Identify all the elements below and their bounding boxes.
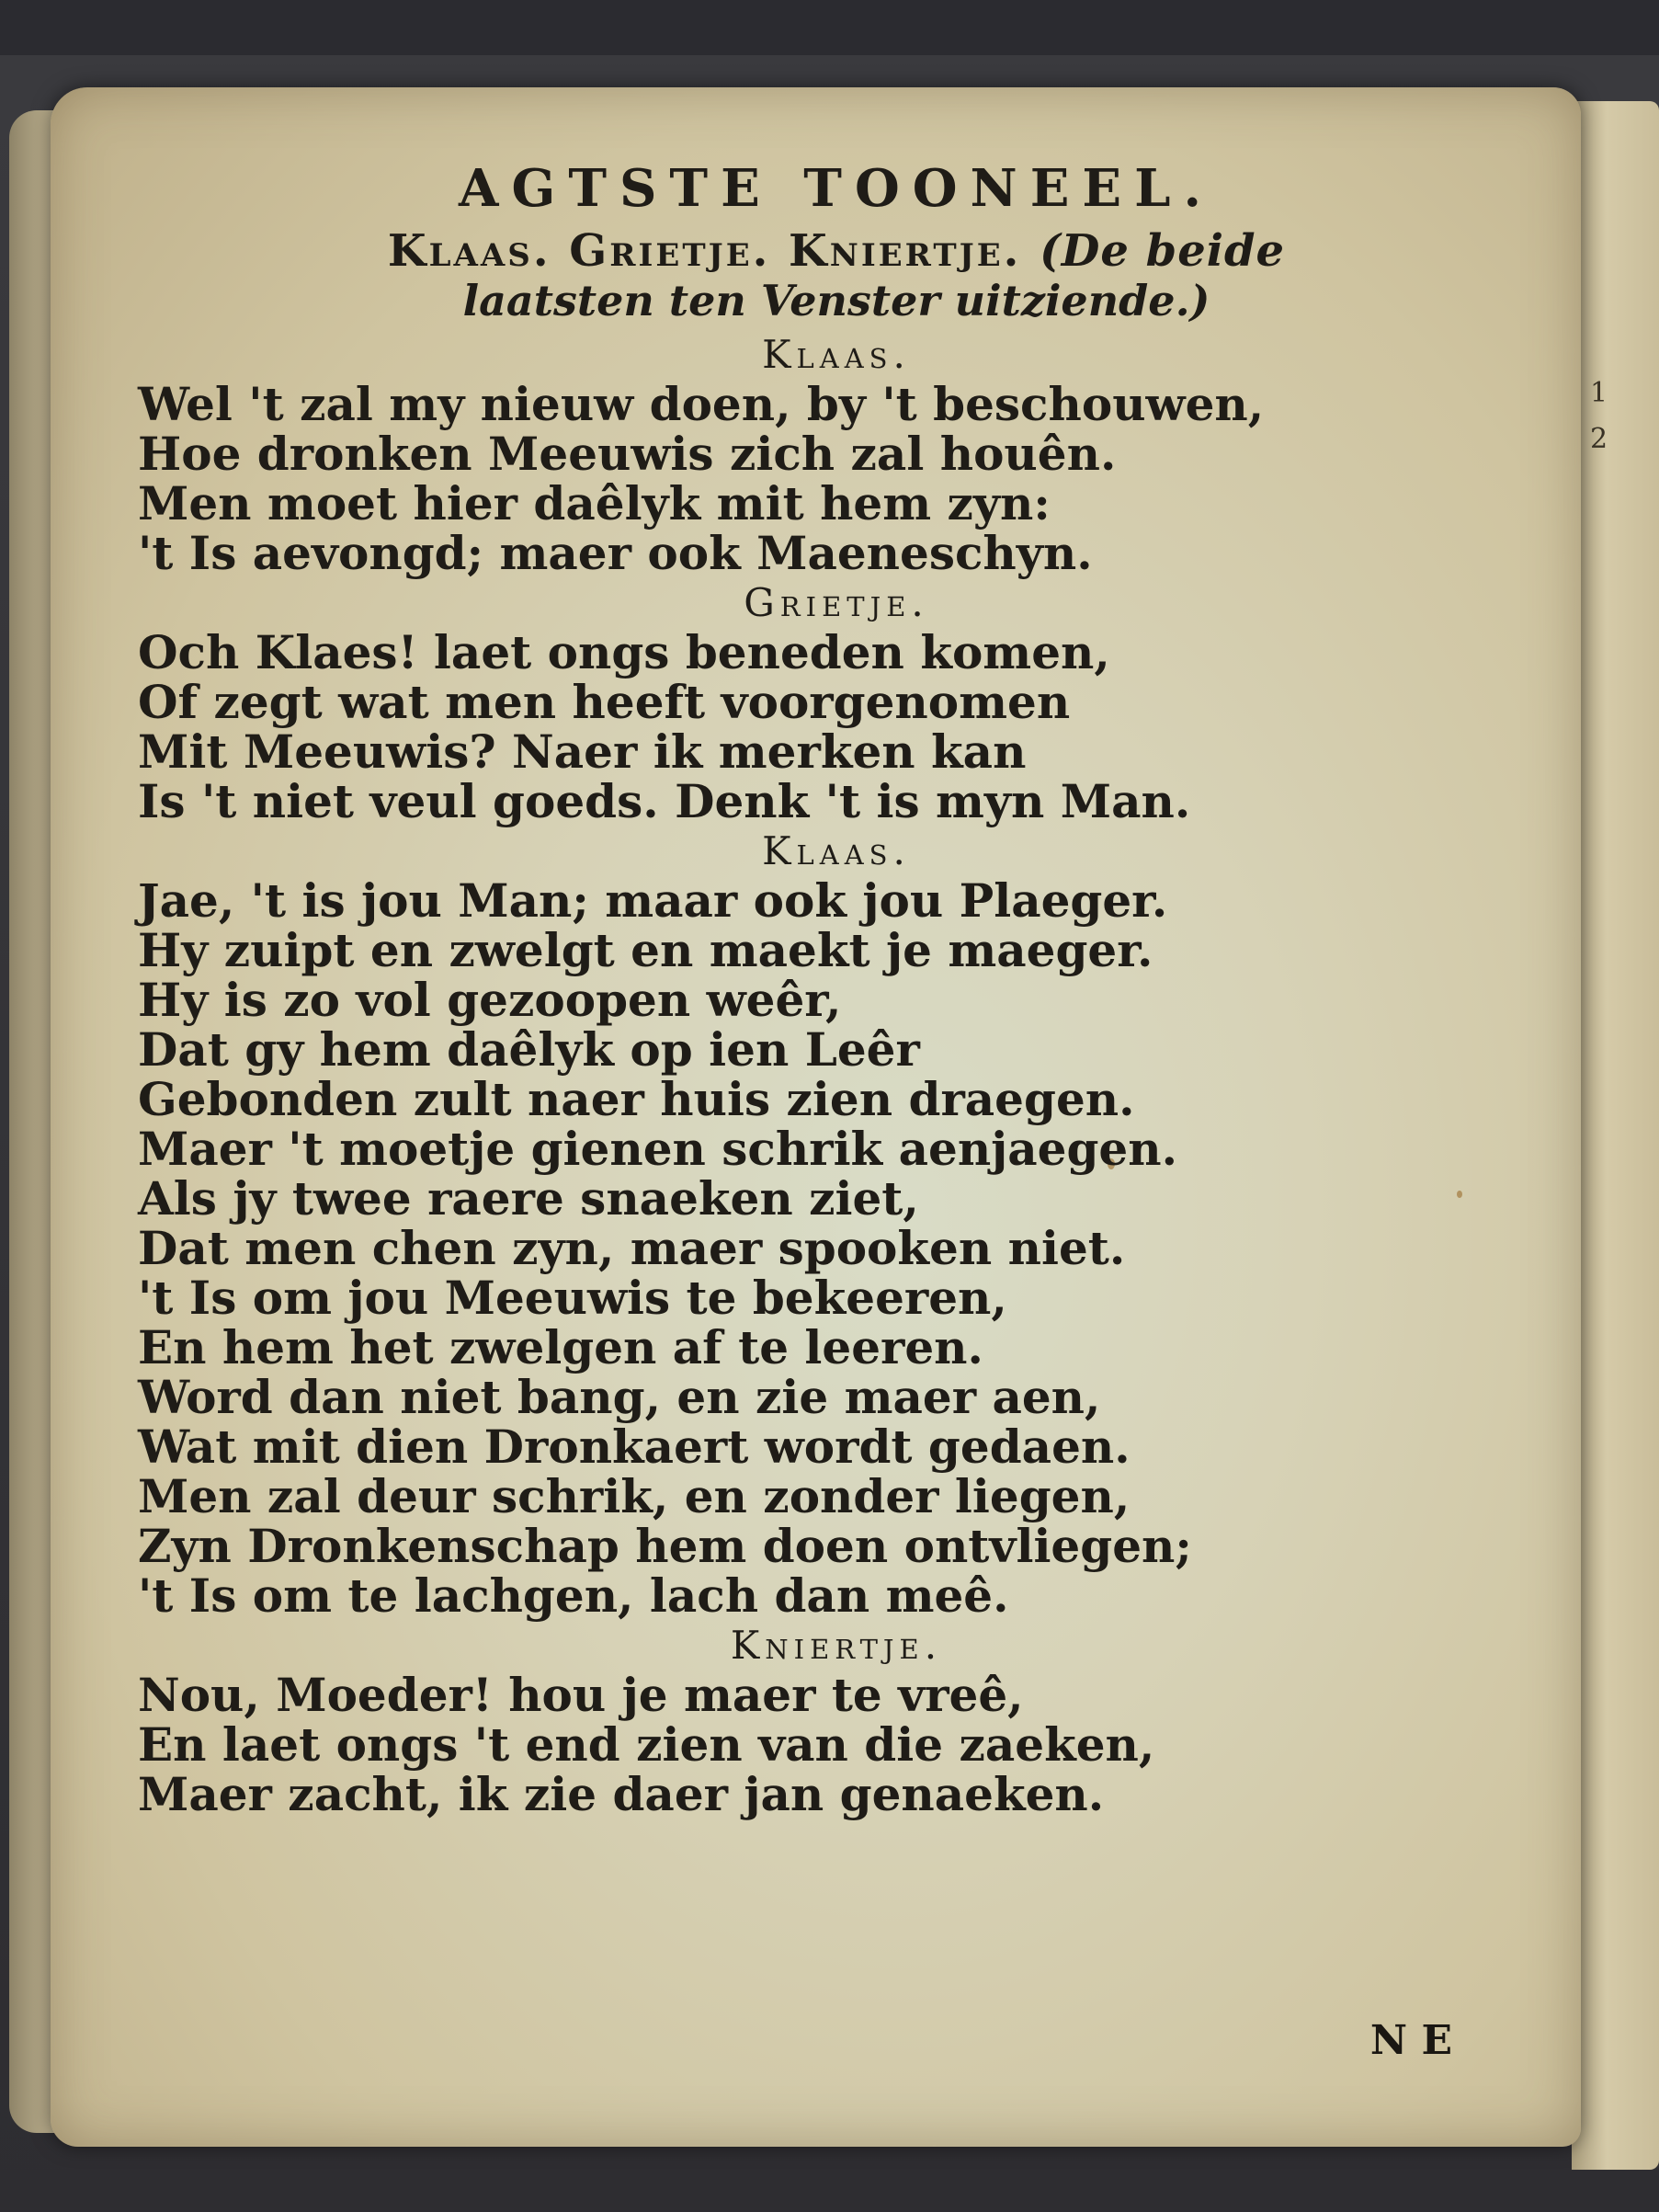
speaker-name: Kniertje. (730, 1623, 943, 1668)
stage-direction: (De beide (1040, 225, 1286, 277)
verse-line: Als jy twee raere snaeken ziet, (138, 1171, 919, 1226)
facing-page-edge (1572, 101, 1659, 2170)
verse-line: Hy is zo vol gezoopen weêr, (138, 973, 842, 1027)
verse-line: Zyn Dronkenschap hem doen ontvliegen; (138, 1519, 1192, 1573)
cast-list (138, 225, 1535, 277)
verse-line: Dat gy hem daêlyk op ien Leêr (138, 1022, 920, 1077)
verse-line: Maer zacht, ik zie daer jan genaeken. (138, 1767, 1105, 1821)
page-text (138, 152, 1535, 1819)
verse-line: Word dan niet bang, en zie maer aen, (138, 1370, 1101, 1424)
book-page (51, 87, 1581, 2147)
verse-line: Hy zuipt en zwelgt en maekt je maeger. (138, 923, 1153, 977)
verse-line: Dat men chen zyn, maer spooken niet. (138, 1221, 1126, 1275)
verse-line: Men moet hier daêlyk mit hem zyn: (138, 476, 1051, 530)
speaker-name: Klaas. (762, 332, 911, 377)
verse-line: Och Klaes! laet ongs beneden komen, (138, 625, 1110, 679)
verse-line: Hoe dronken Meeuwis zich zal houên. (138, 427, 1117, 481)
facing-page-mark: 1 (1590, 377, 1608, 409)
verse-line: 't Is aevongd; maer ook Maeneschyn. (138, 526, 1093, 580)
cast-names: Klaas. Grietje. Kniertje. (387, 225, 1022, 277)
verse-line: Mit Meeuwis? Naer ik merken kan (138, 724, 1027, 779)
verse-line: 't Is om jou Meeuwis te bekeeren, (138, 1271, 1007, 1325)
verse-line: 't Is om te lachgen, lach dan meê. (138, 1568, 1009, 1623)
verse-line: Is 't niet veul goeds. Denk 't is myn Man. (138, 774, 1191, 828)
speaker-name: Klaas. (762, 828, 911, 873)
verse-line: Men zal deur schrik, en zonder liegen, (138, 1469, 1131, 1523)
verse-line: Nou, Moeder! hou je maer te vreê, (138, 1668, 1024, 1722)
verse-line: Gebonden zult naer huis zien draegen. (138, 1072, 1135, 1126)
verse-line: En hem het zwelgen af te leeren. (138, 1320, 983, 1374)
facing-page-mark: 2 (1590, 423, 1608, 455)
verse-line: Jae, 't is jou Man; maar ook jou Plaeger. (138, 873, 1168, 928)
verse-line: Maer 't moetje gienen schrik aenjaegen. (138, 1122, 1178, 1176)
speaker-name: Grietje. (744, 580, 929, 625)
signature-mark: N E (1369, 2017, 1452, 2064)
dialogue (138, 330, 1535, 1819)
stage-direction-cont: laatsten ten Venster uitziende.) (462, 276, 1210, 325)
verse-line: Wel 't zal my nieuw doen, by 't beschouwen, (138, 377, 1265, 431)
verse-line: En laet ongs 't end zien van die zaeken, (138, 1717, 1155, 1772)
scene-title: AGTSTE TOONEEL. (459, 158, 1214, 219)
verse-line: Of zegt wat men heeft voorgenomen (138, 675, 1071, 729)
verse-line: Wat mit dien Dronkaert wordt gedaen. (138, 1420, 1131, 1474)
